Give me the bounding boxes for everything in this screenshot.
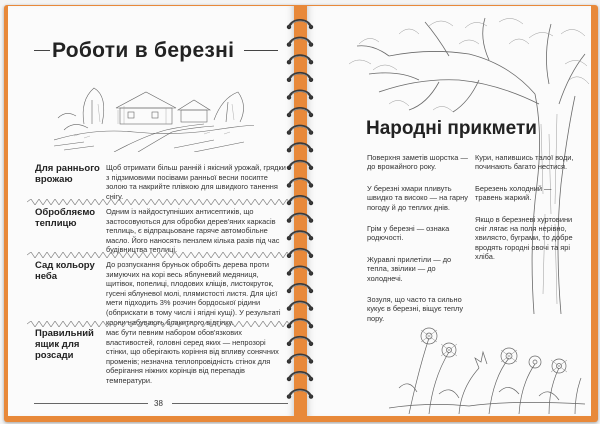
page-number: 38 xyxy=(154,399,163,408)
entry-heading: Обробляємо теплицю xyxy=(35,207,96,229)
zigzag-divider xyxy=(27,199,289,205)
footer-rule-right xyxy=(172,403,288,404)
signs-column-2 xyxy=(475,153,579,274)
entry-seedling-box xyxy=(35,328,288,384)
folk-sign: У березні хмари пливуть швидко та високо — на гарну погоду й до теплих днів. xyxy=(367,183,468,212)
spiral-binding-icon xyxy=(280,18,320,418)
page-title: Роботи в березні xyxy=(52,39,235,62)
folk-sign: Журавлі прилетіли — до тепла, звілики — до холоднечі. xyxy=(367,254,452,283)
zigzag-divider xyxy=(27,252,289,258)
entry-text: має бути певним набором обов'язкових властивостей, головні серед яких — непрозорі стінки, що оберігають коріння від впливу сонячних променів; незначна теплопровідність стінок для оберігання ніжних корінців від перепадів температури. xyxy=(106,328,279,385)
village-sketch-icon xyxy=(54,70,254,152)
section-title: Народні прикмети xyxy=(366,118,537,139)
left-page xyxy=(8,6,294,416)
folk-sign: Зозуля, що часто та сильно кукує в березні, віщує теплу пору. xyxy=(367,295,464,323)
folk-sign: Якщо в березневі хуртовини сніг лягає на поля нерівно, хвилясто, буграми, то добре вродять городні овочі та ярі хліба. xyxy=(475,214,573,262)
footer-rule-left xyxy=(34,403,148,404)
entry-heading: Для раннього врожаю xyxy=(35,163,100,185)
folk-sign: Поверхня заметів шорстка — до врожайного року. xyxy=(367,153,468,172)
folk-sign: Березень холодний — травень жаркий. xyxy=(475,183,552,203)
entry-heading: Правильний ящик для розсади xyxy=(35,328,94,361)
entry-text: До розпускання бруньок обробіть дерева проти зимуючих на корі весь яблуневий медяниця, щитівок, попелиці, плодових кліщів, листокруток, гусені яблуневої молі, плямистості листя. Для цієї мети підходить 3% розчин бордоської рідини (обприскати в тому числі і ягідні кущі). У результаті крони набувають блакитного відтінку. xyxy=(106,260,281,327)
wildflowers-sketch-icon xyxy=(389,268,585,414)
entry-greenhouse xyxy=(35,207,288,257)
entry-text: Одним із найдоступніших антисептиків, що застосовуються для обробки дерев'яних каркасів теплиць, є відпрацьоване гаряче автомобільне масло. Його наносять пензлем кілька разів під час будівництва теплиці. xyxy=(106,207,280,255)
right-page xyxy=(307,6,591,416)
title-rule-left xyxy=(34,50,50,51)
folk-sign: Грім у березні — ознака родючості. xyxy=(367,224,450,243)
title-rule-right xyxy=(244,50,278,51)
zigzag-divider xyxy=(27,321,289,327)
entry-sky-garden xyxy=(35,260,288,328)
entry-text: Щоб отримати більш ранній і якісний урожай, грядки з підзимовими посівами ранньої весни посипте золою та накрийте плівкою для швидкого танення снігу. xyxy=(106,163,286,201)
entry-heading: Сад кольору неба xyxy=(35,260,95,282)
folk-sign: Кури, напившись талої води, починають багато нестися. xyxy=(475,153,574,172)
